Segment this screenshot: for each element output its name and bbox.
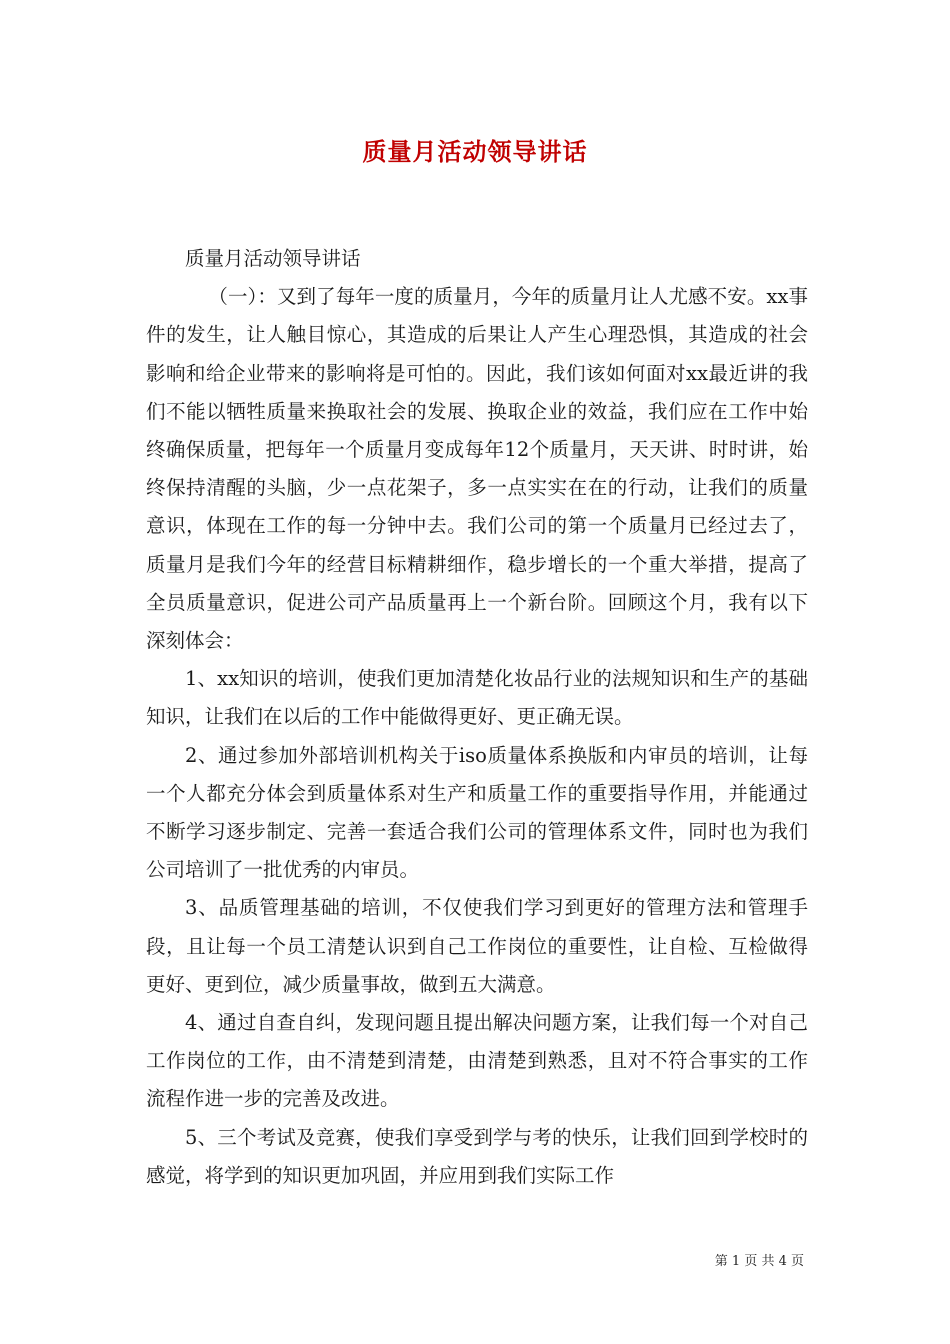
document-body (146, 240, 808, 1195)
paragraph-intro: （一）：又到了每年一度的质量月，今年的质量月让人尤感不安。xx事件的发生，让人触目惊心，其造成的后果让人产生心理恐惧，其造成的社会影响和给企业带来的影响将是可怕的。因此，我们该如何面对xx最近讲的我们不能以牺牲质量来换取社会的发展、换取企业的效益，我们应在工作中始终确保质量，把每年一个质量月变成每年12个质量月，天天讲、时时讲，始终保持清醒的头脑，少一点花架子，多一点实实在在的行动，让我们的质量意识，体现在工作的每一分钟中去。我们公司的第一个质量月已经过去了，质量月是我们今年的经营目标精耕细作，稳步增长的一个重大举措，提高了全员质量意识，促进公司产品质量再上一个新台阶。回顾这个月，我有以下深刻体会： (146, 285, 808, 653)
document-title: 质量月活动领导讲话 (362, 137, 588, 166)
document-subtitle: 质量月活动领导讲话 (185, 247, 361, 270)
paragraph-item-1: 1、xx知识的培训，使我们更加清楚化妆品行业的法规知识和生产的基础知识，让我们在以后的工作中能做得更好、更正确无误。 (146, 667, 808, 729)
paragraph-item-2: 2、通过参加外部培训机构关于iso质量体系换版和内审员的培训，让每一个人都充分体会到质量体系对生产和质量工作的重要指导作用，并能通过不断学习逐步制定、完善一套适合我们公司的管理体系文件，同时也为我们公司培训了一批优秀的内审员。 (146, 743, 808, 882)
page-number-footer: 第 1 页 共 4 页 (714, 1254, 804, 1269)
paragraph-item-5: 5、三个考试及竞赛，使我们享受到学与考的快乐，让我们回到学校时的感觉，将学到的知识更加巩固，并应用到我们实际工作 (146, 1125, 808, 1187)
paragraph-item-3: 3、品质管理基础的培训，不仅使我们学习到更好的管理方法和管理手段，且让每一个员工清楚认识到自己工作岗位的重要性，让自检、互检做得更好、更到位，减少质量事故，做到五大满意。 (146, 896, 808, 996)
paragraph-item-4: 4、通过自查自纠，发现问题且提出解决问题方案，让我们每一个对自己工作岗位的工作，由不清楚到清楚，由清楚到熟悉，且对不符合事实的工作流程作进一步的完善及改进。 (146, 1011, 808, 1111)
